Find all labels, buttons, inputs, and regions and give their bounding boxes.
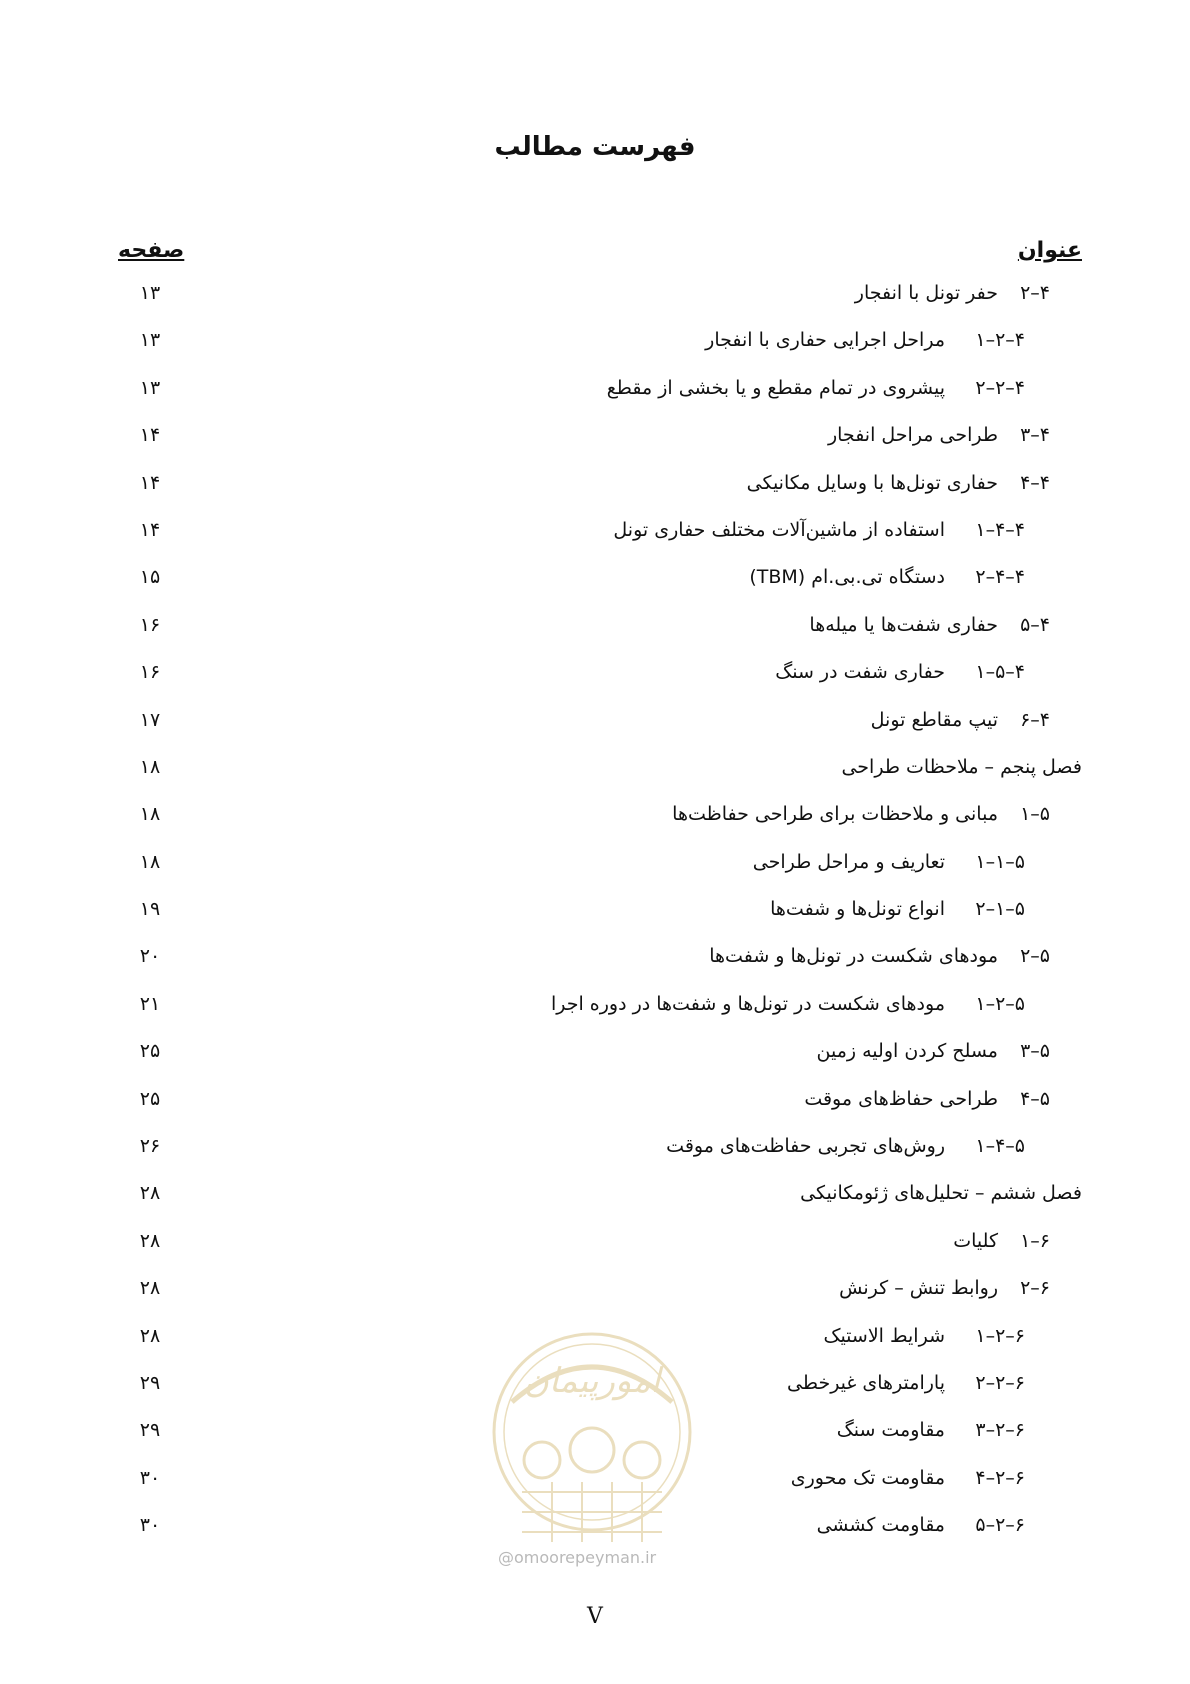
section-number: ۶–۲ [1020,1277,1050,1300]
toc-entry [613,519,1025,541]
section-title: مودهای شکست در تونل‌ها و شفت‌ها [709,945,998,968]
page-ref: ۱۳ [139,282,161,304]
section-number: ۴–۴–۲ [975,566,1025,589]
section-title: حفاری شفت‌ها یا میله‌ها [809,613,998,636]
page-ref: ۲۵ [139,1040,161,1063]
section-title: مقاومت تک محوری [790,1466,945,1489]
section-number: ۴–۶ [1020,708,1050,731]
toc-row [0,993,1190,1040]
title-column-header: عنوان [1017,238,1082,263]
toc-entry [855,282,1050,304]
toc-row [0,803,1190,850]
section-number: ۵–۱–۱ [975,850,1025,873]
section-title: روش‌های تجربی حفاظت‌های موقت [666,1135,945,1158]
section-number: ۶–۱ [1020,1229,1050,1252]
section-number: ۵–۱–۲ [975,898,1025,921]
toc-row [0,1135,1190,1182]
toc-row [0,1040,1190,1087]
section-number: ۶–۲–۴ [975,1466,1025,1489]
page-ref: ۲۹ [139,1419,161,1442]
section-title: مراحل اجرایی حفاری با انفجار [705,329,945,352]
section-number: ۵–۴ [1020,1087,1050,1110]
toc-row [0,1277,1190,1324]
page-ref: ۱۸ [139,850,161,873]
watermark-seal [482,1322,702,1562]
section-title: مسلح کردن اولیه زمین [816,1040,998,1063]
toc-row [0,424,1190,471]
page-ref: ۲۸ [139,1277,161,1300]
toc-entry [770,898,1025,920]
section-title: فصل ششم – تحلیل‌های ژئومکانیکی [800,1182,1082,1205]
page-ref: ۲۱ [139,992,161,1015]
toc-entry [828,424,1050,446]
toc-entry [709,945,1050,967]
section-title: انواع تونل‌ها و شفت‌ها [770,898,945,921]
section-number: ۵–۳ [1020,1040,1050,1063]
toc-entry [837,1419,1025,1441]
toc-row [0,851,1190,898]
toc-entry [775,661,1025,683]
toc-entry [841,756,1082,778]
toc-row [0,472,1190,519]
section-title: فصل پنجم – ملاحظات طراحی [841,755,1082,778]
toc-entry [791,1467,1025,1489]
watermark-url: @omoorepeyman.ir [498,1548,657,1567]
page-ref: ۱۷ [139,708,161,731]
page-ref: ۱۸ [139,755,161,778]
toc-entry [804,1088,1050,1110]
toc-row [0,329,1190,376]
section-number: ۶–۲–۱ [975,1324,1025,1347]
page-title: فهرست مطالب [494,132,696,162]
toc-entry [749,566,1025,588]
section-title: روابط تنش – کرنش [839,1277,998,1300]
page-ref: ۲۹ [139,1371,161,1394]
section-title: پیشروی در تمام مقطع و یا بخشی از مقطع [606,376,945,399]
page-ref: ۱۶ [139,661,161,684]
section-title: تعاریف و مراحل طراحی [752,850,945,873]
section-number: ۵–۴–۱ [975,1135,1025,1158]
section-number: ۴–۲–۱ [975,329,1025,352]
section-title: مقاومت سنگ [836,1419,945,1442]
section-title: طراحی مراحل انفجار [827,424,998,447]
page-ref: ۱۵ [139,566,161,589]
page-ref: ۱۸ [139,803,161,826]
toc-entry [747,472,1050,494]
page-ref: ۳۰ [139,1466,161,1489]
section-number: ۶–۲–۳ [975,1419,1025,1442]
page-ref: ۱۴ [139,424,161,447]
page-ref: ۱۳ [139,376,161,399]
page-column-header: صفحه [118,238,185,263]
section-number: ۶–۲–۲ [975,1371,1025,1394]
section-title: طراحی حفاظ‌های موقت [804,1087,998,1110]
section-title: مودهای شکست در تونل‌ها و شفت‌ها در دوره اجرا [550,992,945,1015]
toc-row [0,756,1190,803]
page-ref: ۲۰ [139,945,161,968]
page-ref: ۲۸ [139,1324,161,1347]
section-number: ۶–۲–۵ [975,1514,1025,1537]
toc-entry [607,377,1025,399]
toc-row [0,945,1190,992]
section-number: ۵–۲–۱ [975,992,1025,1015]
page-ref: ۱۴ [139,518,161,541]
toc-entry [823,1325,1025,1347]
section-number: ۴–۴ [1020,471,1050,494]
section-title: حفر تونل با انفجار [854,282,998,304]
section-title: تیپ مقاطع تونل [870,708,998,731]
page-ref: ۱۶ [139,613,161,636]
page-ref: ۲۶ [139,1135,161,1158]
section-title: شرایط الاستیک [823,1324,945,1347]
section-number: ۴–۲ [1020,282,1050,304]
section-number: ۴–۵–۱ [975,661,1025,684]
section-number: ۵–۱ [1020,803,1050,826]
toc-entry [753,851,1025,873]
toc-entry [787,1372,1025,1394]
toc-entry [871,709,1050,731]
toc-entry [839,1277,1050,1299]
toc-row [0,1182,1190,1229]
toc-row [0,1230,1190,1277]
page-ref: ۱۴ [139,471,161,494]
toc-row [0,377,1190,424]
toc-row [0,898,1190,945]
toc-entry [551,993,1025,1015]
section-number: ۴–۴–۱ [975,518,1025,541]
toc-row [0,282,1190,329]
toc-row [0,519,1190,566]
page-ref: ۱۹ [139,898,161,921]
toc-entry [666,1135,1025,1157]
section-number: ۴–۳ [1020,424,1050,447]
page-ref: ۱۳ [139,329,161,352]
page-ref: ۲۸ [139,1182,161,1205]
section-title: دستگاه تی.بی.ام (TBM) [749,566,945,589]
toc-entry [817,1514,1025,1536]
page-number: V [587,1604,603,1629]
page-ref: ۳۰ [139,1514,161,1537]
section-title: استفاده از ماشین‌آلات مختلف حفاری تونل [613,518,945,541]
section-title: پارامترهای غیرخطی [787,1371,945,1394]
section-title: مقاومت کششی [816,1514,945,1537]
toc-entry [953,1230,1050,1252]
svg-text:امورپیمان: امورپیمان [523,1361,661,1401]
section-number: ۵–۲ [1020,945,1050,968]
toc-entry [817,1040,1050,1062]
toc-entry [672,803,1050,825]
toc-row [0,709,1190,756]
page-ref: ۲۵ [139,1087,161,1110]
section-number: ۴–۲–۲ [975,376,1025,399]
section-title: حفاری تونل‌ها با وسایل مکانیکی [746,471,998,494]
toc-entry [809,614,1050,636]
section-number: ۴–۵ [1020,613,1050,636]
section-title: مبانی و ملاحظات برای طراحی حفاظت‌ها [672,803,998,826]
toc-row [0,614,1190,661]
section-title: حفاری شفت در سنگ [775,661,945,684]
section-title: کلیات [953,1229,998,1252]
toc-row [0,566,1190,613]
toc-entry [800,1182,1082,1204]
toc-row [0,661,1190,708]
toc-entry [705,329,1025,351]
toc-row [0,1088,1190,1135]
page-ref: ۲۸ [139,1229,161,1252]
